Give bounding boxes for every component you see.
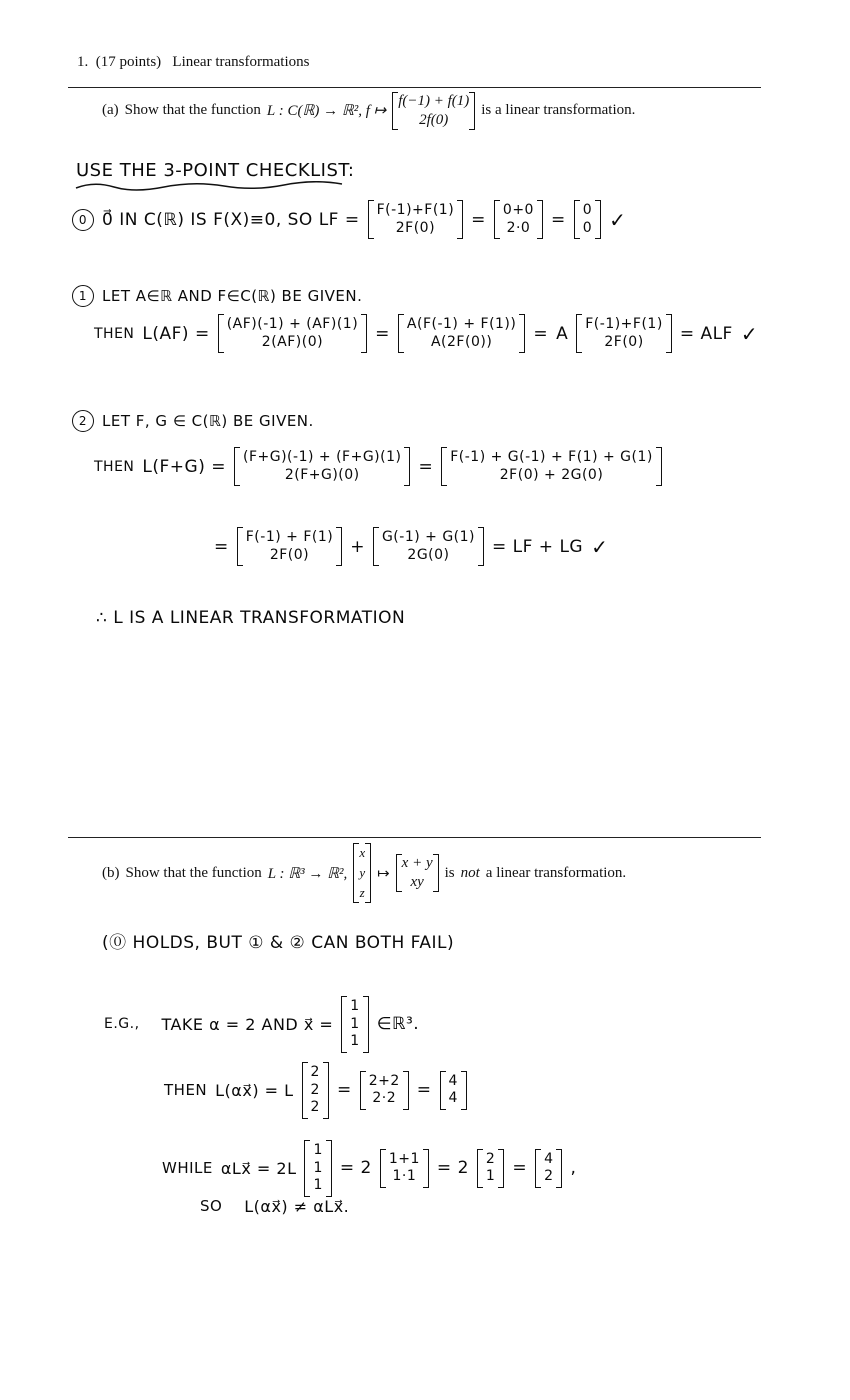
step-1-equation: THEN L(ΑF) = (ΑF)(-1) + (ΑF)(1) 2(ΑF)(0) = Α(F(-1) + F(1)) Α(2F(0)) = Α F(-1)+F(1) 2F(0) = ΑLF ✓ (94, 314, 758, 353)
part-b-map: L : ℝ³ → ℝ², (267, 865, 348, 882)
m-top: (F+G)(-1) + (F+G)(1) (243, 449, 402, 465)
v: 1 (313, 1177, 323, 1193)
prompt-end: a linear transformation. (485, 864, 627, 881)
m-bottom: 2G(0) (407, 546, 450, 563)
v: 1 (485, 1168, 496, 1185)
step-2-marker: 2 (72, 410, 94, 432)
m-bottom: 2·0 (506, 219, 531, 236)
m-top: F(-1)+F(1) (585, 316, 663, 332)
m-top: 2+2 (368, 1072, 400, 1089)
while-label: WHILE (162, 1159, 213, 1178)
problem-header (77, 54, 309, 71)
step-0-text: 0⃗ IN C(ℝ) IS F(X)≡0, SO LF = (102, 209, 360, 230)
v: 1 (350, 998, 360, 1014)
problem-number: 1. (77, 54, 89, 70)
matrix-bottom: 2f(0) (419, 111, 449, 128)
m-bottom: 0 (582, 219, 593, 236)
part-b-output-vector (396, 854, 439, 892)
out-top: x + y (401, 855, 433, 872)
m-top: F(-1) + G(-1) + F(1) + G(1) (450, 449, 653, 465)
matrix-d (477, 1149, 504, 1188)
then-line: THEN L(αx⃗) = L 2 2 2 = 2+2 2·2 = 4 4 (164, 1062, 467, 1119)
checklist-heading: USE THE 3-POINT CHECKLIST: (76, 160, 355, 181)
m-bottom: 2·2 (372, 1090, 397, 1107)
m-bottom: 2F(0) (269, 546, 310, 563)
step-0-marker: 0 (72, 209, 94, 231)
in-r3: ∈ℝ³. (376, 1014, 420, 1035)
step-2-matrix-3 (237, 527, 342, 566)
v: 2 (310, 1099, 320, 1115)
matrix-b (440, 1071, 467, 1110)
step-1-marker: 1 (72, 285, 94, 307)
part-b-prompt (102, 843, 626, 903)
m-bottom: 2F(0) + 2G(0) (499, 466, 604, 483)
matrix-a (360, 1071, 409, 1110)
step-0: 0 0⃗ IN C(ℝ) IS F(X)≡0, SO LF = F(-1)+F(1) 2F(0) = 0+0 2·0 = 0 0 ✓ (72, 200, 626, 239)
vector-2 (302, 1062, 329, 1119)
vec-y: y (359, 865, 366, 881)
take-text: TAKE α = 2 AND x⃗ = (161, 1014, 334, 1034)
m-bottom: 2(F+G)(0) (284, 466, 360, 483)
m-bottom: Α(2F(0)) (430, 333, 493, 350)
step-2-matrix-2 (441, 447, 662, 486)
checkmark-icon: ✓ (591, 534, 609, 559)
part-a-prompt-end: is a linear transformation. (481, 102, 636, 119)
divider-middle (68, 837, 761, 838)
m-bottom: 2F(0) (395, 219, 436, 236)
checkmark-icon: ✓ (740, 321, 759, 346)
step-2-lhs: L(F+G) = (142, 456, 226, 477)
v: 1 (350, 1015, 360, 1032)
x-vector (341, 996, 368, 1053)
plus: + (350, 536, 365, 557)
matrix-c (380, 1149, 429, 1188)
then-label: THEN (94, 325, 135, 342)
prompt-not: not (460, 864, 480, 881)
lhs-2: αLx⃗ = 2L (220, 1158, 297, 1178)
v: 1 (313, 1142, 323, 1158)
v: 1 (350, 1033, 360, 1049)
step-1-matrix-2 (398, 314, 525, 353)
step-2-matrix-1 (234, 447, 410, 486)
so-line (200, 1196, 349, 1216)
then-label: THEN (94, 458, 135, 475)
vec-z: z (359, 885, 365, 901)
step-2-intro (72, 410, 314, 432)
problem-points: (17 points) (95, 54, 162, 70)
divider-top (68, 87, 761, 88)
mapsto-symbol: ↦ (377, 865, 390, 882)
m-top: Α(F(-1) + F(1)) (406, 316, 517, 332)
part-a-map: L : C(ℝ) → ℝ², f ↦ (266, 103, 387, 120)
m-top: F(-1) + F(1) (245, 529, 334, 545)
vec-x: x (359, 845, 366, 860)
m-top: F(-1)+F(1) (376, 202, 455, 218)
x-vector-2 (304, 1140, 331, 1197)
checkmark-icon: ✓ (609, 207, 627, 232)
v: 2 (310, 1081, 320, 1098)
v: 2 (544, 1168, 554, 1185)
step-0-matrix-3 (574, 200, 601, 239)
part-b-input-vector (353, 843, 371, 903)
m-top: 0 (582, 202, 593, 218)
step-2-matrix-4 (373, 527, 484, 566)
conclusion: ∴ L IS A LINEAR TRANSFORMATION (96, 608, 406, 628)
v: 4 (544, 1150, 554, 1167)
step-1-result: = ΑLF (679, 323, 733, 344)
part-a-matrix (392, 92, 475, 130)
example-line (104, 996, 419, 1053)
m-bottom: 2F(0) (604, 333, 644, 350)
m-top: 0+0 (502, 202, 534, 218)
step-0-matrix-1 (368, 200, 464, 239)
step-2-equation: THEN L(F+G) = (F+G)(-1) + (F+G)(1) 2(F+G)(0) = F(-1) + G(-1) + F(1) + G(1) 2F(0) + 2G(0) (94, 447, 662, 486)
matrix-e (535, 1149, 562, 1188)
step-1-matrix-3 (576, 314, 672, 353)
then-label: THEN (164, 1081, 208, 1100)
part-a-prompt (102, 92, 635, 130)
step-1-lhs: L(ΑF) = (142, 323, 210, 344)
step-2-intro-text: LET F, G ∈ C(ℝ) BE GIVEN. (102, 412, 314, 430)
part-b-prompt-text: Show that the function (125, 864, 262, 881)
m-bottom: 2(ΑF)(0) (261, 333, 324, 350)
m-top: 1+1 (388, 1150, 420, 1167)
m-top: G(-1) + G(1) (381, 529, 475, 545)
v: 2 (310, 1064, 320, 1080)
part-a-label: (a) (102, 102, 119, 119)
part-a-prompt-text: Show that the function (124, 102, 261, 119)
part-b-note: (⓪ HOLDS, BUT ① & ② CAN BOTH FAIL) (102, 933, 455, 953)
alpha: Α (556, 323, 569, 344)
while-line: WHILE αLx⃗ = 2L 1 1 1 = 2 1+1 1·1 = 2 2 1 = 4 2 , (162, 1140, 576, 1197)
v: 2 (485, 1150, 496, 1167)
matrix-top: f(−1) + f(1) (398, 93, 470, 109)
v: 4 (448, 1072, 458, 1089)
out-bottom: xy (410, 874, 424, 891)
prompt-is: is (444, 864, 455, 881)
step-2-result: = LF + LG (492, 536, 584, 557)
so-label: SO (200, 1197, 223, 1215)
step-0-matrix-2 (494, 200, 543, 239)
step-1-intro (72, 285, 362, 307)
m-bottom: 1·1 (392, 1168, 417, 1185)
part-b-label: (b) (102, 864, 120, 881)
eg-label: E.G., (104, 1016, 140, 1033)
m-top: (ΑF)(-1) + (ΑF)(1) (226, 316, 359, 332)
step-1-intro-text: LET Α∈ℝ AND F∈C(ℝ) BE GIVEN. (102, 287, 363, 305)
v: 1 (313, 1159, 323, 1176)
problem-title: Linear transformations (172, 54, 310, 70)
step-2-equation-cont: = F(-1) + F(1) 2F(0) + G(-1) + G(1) 2G(0) = LF + LG ✓ (214, 527, 608, 566)
lhs-1: L(αx⃗) = L (215, 1080, 294, 1100)
wavy-underline (74, 181, 344, 195)
step-1-matrix-1 (218, 314, 367, 353)
v: 4 (448, 1090, 458, 1107)
final-statement: L(αx⃗) ≠ αLx⃗. (244, 1196, 350, 1216)
